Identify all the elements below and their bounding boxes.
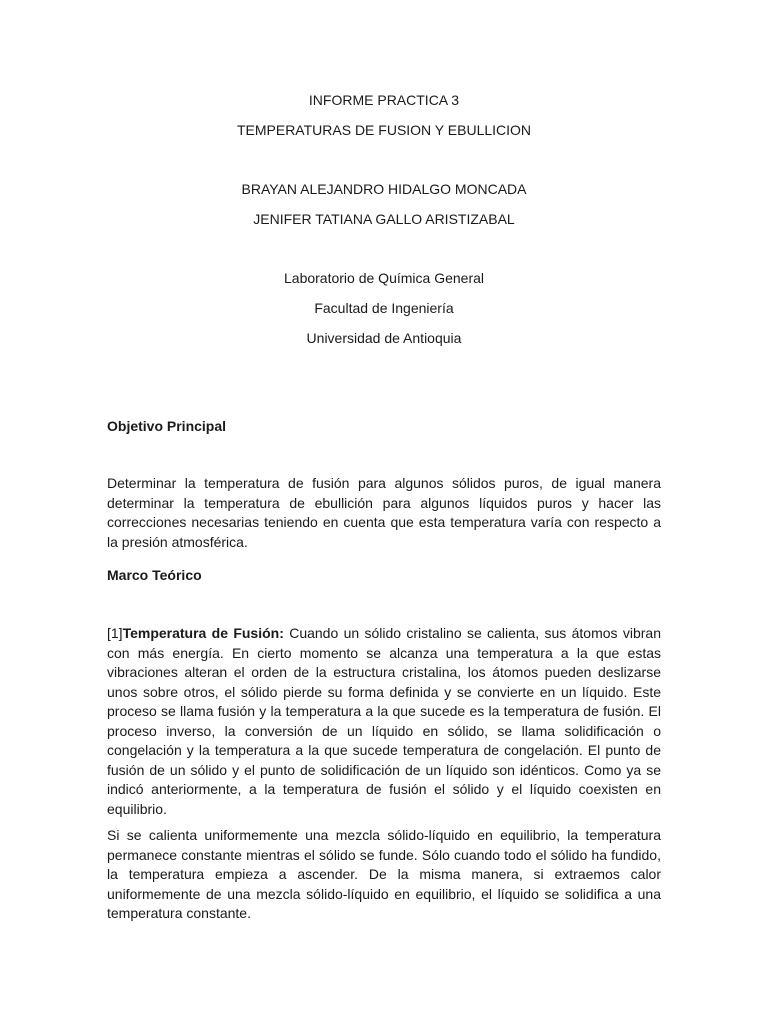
faculty-name: Facultad de Ingeniería <box>314 300 454 316</box>
author-1: BRAYAN ALEJANDRO HIDALGO MONCADA <box>241 181 527 197</box>
objective-paragraph: Determinar la temperatura de fusión para algunos sólidos puros, de igual manera determinar la temperatura de ebullición para algunos líquidos puros y hacer las correcciones necesarias teniendo en cuenta que esta temperatura varía con respecto a la presión atmosférica. <box>107 475 661 550</box>
term-fusion-temperature: Temperatura de Fusión: <box>122 625 284 641</box>
paragraph-1-text: Cuando un sólido cristalino se calienta, sus átomos vibran con más energía. En cierto momento se alcanza una temperatura a la que estas vibraciones alteran el orden de la estructura cristalina, los átomos pueden deslizarse unos sobre otros, el sólido pierde su forma definida y se convierte en un líquido. Este proceso se llama fusión y la temperatura a la que sucede es la temperatura de fusión. El proceso inverso, la conversión de un líquido en sólido, se llama solidificación o congelación y la temperatura a la que sucede temperatura de congelación. El punto de fusión de un sólido y el punto de solidificación de un líquido son idénticos. Como ya se indicó anteriormente, a la temperatura de fusión el sólido y el líquido coexisten en equilibrio. <box>107 625 662 817</box>
subject-title: TEMPERATURAS DE FUSION Y EBULLICION <box>236 122 532 138</box>
report-title: INFORME PRACTICA 3 <box>308 92 460 108</box>
objective-heading: Objetivo Principal <box>107 418 227 434</box>
lab-name: Laboratorio de Química General <box>284 270 484 286</box>
author-2: JENIFER TATIANA GALLO ARISTIZABAL <box>253 211 515 227</box>
university-name: Universidad de Antioquia <box>306 330 462 346</box>
reference-marker: [1] <box>107 625 123 641</box>
framework-paragraph-1 <box>107 624 661 819</box>
framework-heading: Marco Teórico <box>107 567 202 583</box>
framework-paragraph-2: Si se calienta uniformemente una mezcla sólido-líquido en equilibrio, la temperatura permanece constante mientras el sólido se funde. Sólo cuando todo el sólido ha fundido, la temperatura empieza a ascender. De la misma manera, si extraemos calor uniformemente de una mezcla sólido-líquido en equilibrio, el líquido se solidifica a una temperatura constante. <box>107 827 661 921</box>
